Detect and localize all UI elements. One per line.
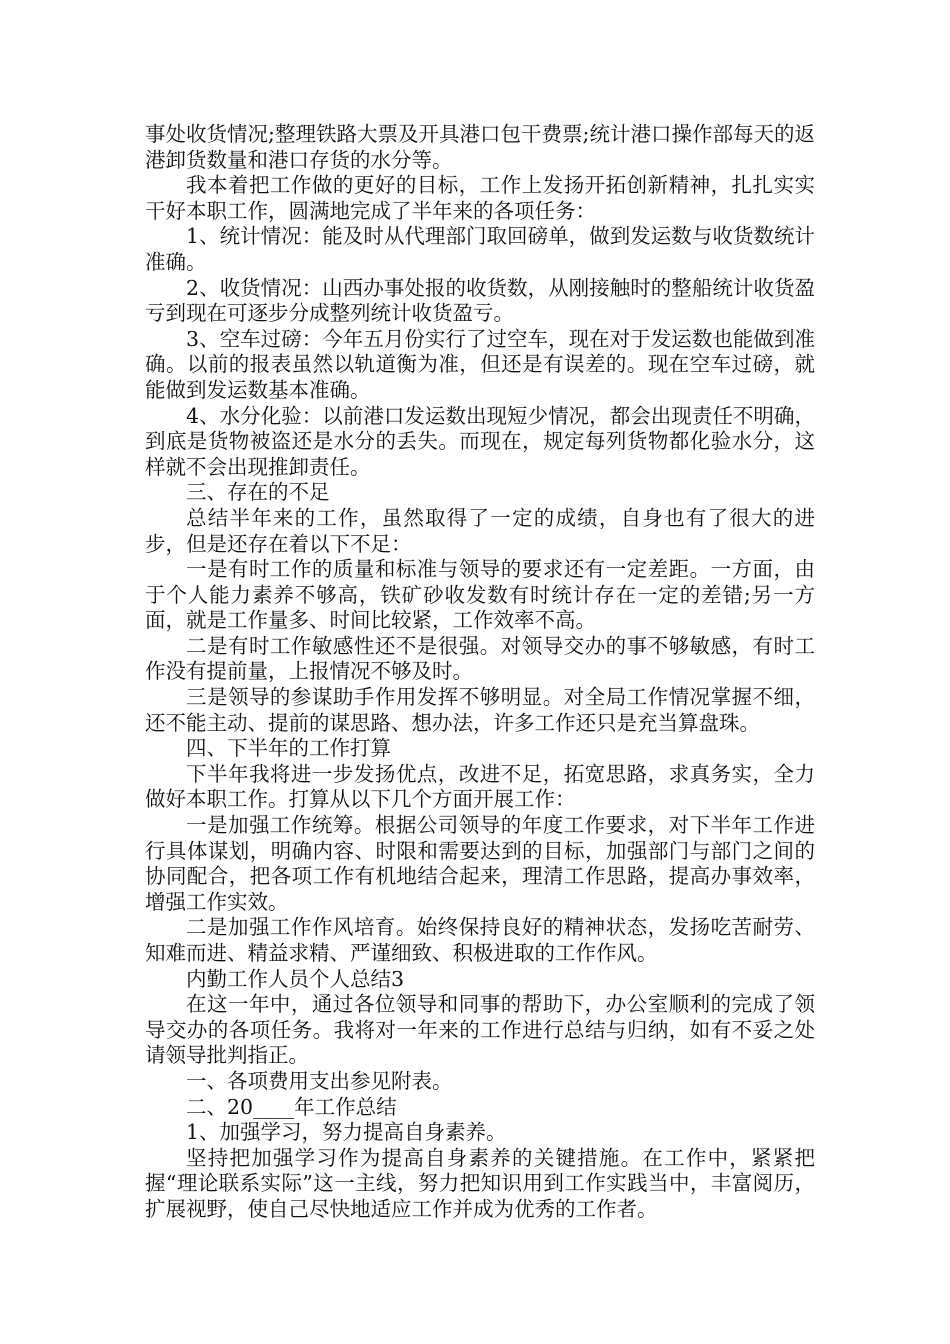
paragraph-study: 坚持把加强学习作为提高自身素养的关键措施。在工作中，紧紧把握“理论联系实际”这一主线，努力把知识用到工作实践当中，丰富阅历，扩展视野，使自己尽快地适应工作并成为优秀的工作者。 xyxy=(145,1145,815,1221)
paragraph-plan-1: 一是加强工作统筹。根据公司领导的年度工作要求，对下半年工作进行具体谋划，明确内容、时限和需要达到的目标，加强部门与部门之间的协同配合，把各项工作有机地结合起来，理清工作思路，提高办事效率，增强工作实效。 xyxy=(145,813,815,914)
section-heading-plan: 四、下半年的工作打算 xyxy=(186,736,391,761)
section-heading-expenses: 一、各项费用支出参见附表。 xyxy=(186,1068,453,1093)
paragraph-year-intro: 在这一年中，通过各位领导和同事的帮助下，办公室顺利的完成了领导交办的各项任务。我将对一年来的工作进行总结与归纳，如有不妥之处请领导批判指正。 xyxy=(145,992,815,1068)
paragraph-goal: 我本着把工作做的更好的目标，工作上发扬开拓创新精神，扎扎实实干好本职工作，圆满地完成了半年来的各项任务： xyxy=(145,173,815,223)
document-subtitle: 内勤工作人员个人总结3 xyxy=(186,966,405,991)
paragraph-continuation: 事处收货情况;整理铁路大票及开具港口包干费票;统计港口操作部每天的返港卸货数量和港口存货的水分等。 xyxy=(145,122,815,172)
section-heading-shortcomings: 三、存在的不足 xyxy=(186,480,330,505)
paragraph-plan-intro: 下半年我将进一步发扬优点，改进不足，拓宽思路，求真务实，全力做好本职工作。打算从以下几个方面开展工作： xyxy=(145,761,815,812)
paragraph-plan-2: 二是加强工作作风培育。始终保持良好的精神状态，发扬吃苦耐劳、知难而进、精益求精、严谨细致、积极进取的工作作风。 xyxy=(145,915,815,965)
paragraph-shortcomings-intro: 总结半年来的工作，虽然取得了一定的成绩，自身也有了很大的进步，但是还存在着以下不足： xyxy=(145,505,815,556)
paragraph-shortcoming-3: 三是领导的参谋助手作用发挥不够明显。对全局工作情况掌握不细，还不能主动、提前的谋思路、想办法，许多工作还只是充当算盘珠。 xyxy=(145,685,815,735)
paragraph-item-1: 1、统计情况：能及时从代理部门取回磅单，做到发运数与收货数统计准确。 xyxy=(145,224,815,274)
paragraph-item-3: 3、空车过磅：今年五月份实行了过空车，现在对于发运数也能做到准确。以前的报表虽然以轨道衡为准，但还是有误差的。现在空车过磅，就能做到发运数基本准确。 xyxy=(145,326,815,402)
section-heading-summary: 二、20____年工作总结 xyxy=(186,1094,397,1119)
document-body xyxy=(145,122,815,1223)
paragraph-item-2: 2、收货情况：山西办事处报的收货数，从刚接触时的整船统计收货盈亏到现在可逐步分成整列统计收货盈亏。 xyxy=(145,275,815,326)
paragraph-shortcoming-1: 一是有时工作的质量和标准与领导的要求还有一定差距。一方面，由于个人能力素养不够高，铁矿砂收发数有时统计存在一定的差错;另一方面，就是工作量多、时间比较紧，工作效率不高。 xyxy=(145,557,815,633)
paragraph-shortcoming-2: 二是有时工作敏感性还不是很强。对领导交办的事不够敏感，有时工作没有提前量，上报情况不够及时。 xyxy=(145,633,815,684)
subheading-study: 1、加强学习，努力提高自身素养。 xyxy=(186,1120,507,1145)
paragraph-item-4: 4、水分化验：以前港口发运数出现短少情况，都会出现责任不明确，到底是货物被盗还是水分的丢失。而现在，规定每列货物都化验水分，这样就不会出现推卸责任。 xyxy=(145,403,815,479)
